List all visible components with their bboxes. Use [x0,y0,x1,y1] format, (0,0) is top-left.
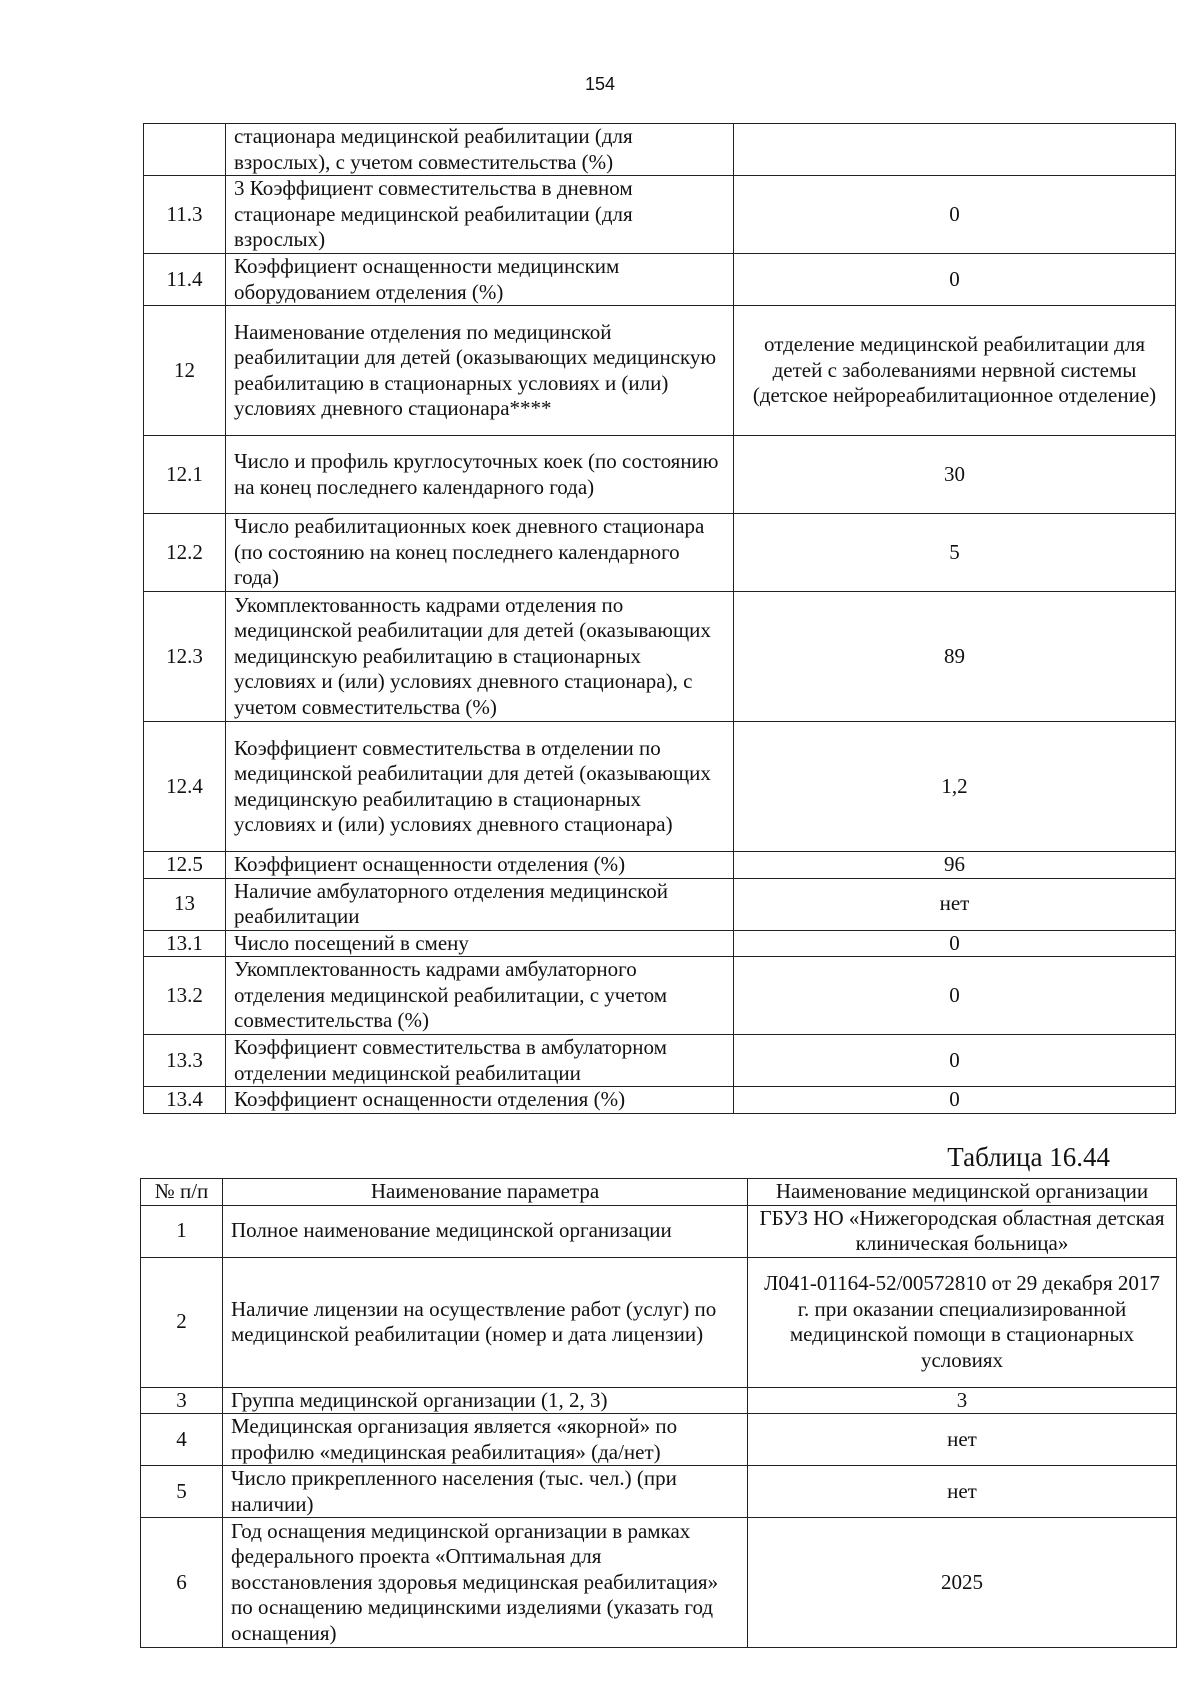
table-row [144,878,1176,930]
parameter-name: Коэффициент совместительства в амбулаторном отделении медицинской реабилитации [226,1035,734,1087]
row-number: 12.2 [144,514,226,592]
row-number: 12.1 [144,436,226,514]
parameter-name: Укомплектованность кадрами амбулаторного отделения медицинской реабилитации, с учетом совместительства (%) [226,957,734,1035]
parameter-value: 30 [734,436,1176,514]
parameter-name: Коэффициент оснащенности отделения (%) [226,852,734,879]
row-number: 11.4 [144,254,226,306]
parameter-name: Число и профиль круглосуточных коек (по состоянию на конец последнего календарного года) [226,436,734,514]
parameter-value: 0 [734,176,1176,254]
table-row [141,1466,1177,1518]
parameter-name: 3 Коэффициент совместительства в дневном стационаре медицинской реабилитации (для взрослых) [226,176,734,254]
table-row [144,306,1176,436]
parameter-name: Коэффициент оснащенности отделения (%) [226,1087,734,1114]
parameter-name: Наличие лицензии на осуществление работ (услуг) по медицинской реабилитации (номер и дата лицензии) [223,1257,748,1387]
table-row [141,1518,1177,1648]
parameter-name: Год оснащения медицинской организации в рамках федерального проекта «Оптимальная для восстановления здоровья медицинская реабилитация» по оснащению медицинскими изделиями (указать год оснащения) [223,1518,748,1648]
parameter-name: стационара медицинской реабилитации (для взрослых), с учетом совместительства (%) [226,124,734,176]
row-number: 12.5 [144,852,226,879]
table-row [144,1087,1176,1114]
row-number: 13 [144,878,226,930]
parameter-name: Число прикрепленного населения (тыс. чел.) (при наличии) [223,1466,748,1518]
parameter-value: 1,2 [734,722,1176,852]
table-row [144,176,1176,254]
parameter-name: Наличие амбулаторного отделения медицинской реабилитации [226,878,734,930]
row-number [144,124,226,176]
parameter-name: Группа медицинской организации (1, 2, 3) [223,1387,748,1414]
parameter-value: нет [734,878,1176,930]
row-number: 3 [141,1387,223,1414]
parameter-value: 0 [734,1035,1176,1087]
table-row [144,436,1176,514]
parameter-value: 5 [734,514,1176,592]
parameter-value: нет [748,1466,1177,1518]
parameter-name: Медицинская организация является «якорной» по профилю «медицинская реабилитация» (да/нет) [223,1414,748,1466]
parameter-name: Число посещений в смену [226,930,734,957]
parameter-value: Л041-01164-52/00572810 от 29 декабря 2017 г. при оказании специализированной медицинской помощи в стационарных условиях [748,1257,1177,1387]
row-number: 13.2 [144,957,226,1035]
table-row [144,254,1176,306]
column-header-parameter: Наименование параметра [223,1179,748,1206]
parameter-value: отделение медицинской реабилитации для детей с заболеваниями нервной системы (детское нейрореабилитационное отделение) [734,306,1176,436]
parameter-value: 3 [748,1387,1177,1414]
parameter-value: 0 [734,254,1176,306]
row-number: 11.3 [144,176,226,254]
row-number: 13.4 [144,1087,226,1114]
header-row [141,1179,1177,1206]
table-row [141,1205,1177,1257]
row-number: 13.3 [144,1035,226,1087]
row-number: 12.3 [144,592,226,722]
row-number: 6 [141,1518,223,1648]
table-row [141,1414,1177,1466]
row-number: 5 [141,1466,223,1518]
table-row [144,957,1176,1035]
parameter-name: Полное наименование медицинской организации [223,1205,748,1257]
organization-table [140,1178,1177,1648]
rehab-parameters-table-continued [143,123,1176,1114]
parameter-name: Число реабилитационных коек дневного стационара (по состоянию на конец последнего календарного года) [226,514,734,592]
row-number: 2 [141,1257,223,1387]
row-number: 1 [141,1205,223,1257]
parameter-value: ГБУЗ НО «Нижегородская областная детская клиническая больница» [748,1205,1177,1257]
column-header-number: № п/п [141,1179,223,1206]
table-row [141,1387,1177,1414]
table-row [144,722,1176,852]
parameter-name: Коэффициент оснащенности медицинским оборудованием отделения (%) [226,254,734,306]
parameter-name: Укомплектованность кадрами отделения по медицинской реабилитации для детей (оказывающих медицинскую реабилитацию в стационарных условиях и (или) условиях дневного стационара), с учетом совместительства (%) [226,592,734,722]
column-header-organization: Наименование медицинской организации [748,1179,1177,1206]
row-number: 13.1 [144,930,226,957]
table-row [144,930,1176,957]
parameter-name: Наименование отделения по медицинской реабилитации для детей (оказывающих медицинскую реабилитацию в стационарных условиях и (или) условиях дневного стационара**** [226,306,734,436]
table-row [144,514,1176,592]
parameter-value: 0 [734,1087,1176,1114]
parameter-value: 0 [734,930,1176,957]
parameter-value: 0 [734,957,1176,1035]
page-number: 154 [584,74,616,94]
row-number: 12 [144,306,226,436]
parameter-value: 2025 [748,1518,1177,1648]
table-caption: Таблица 16.44 [947,1142,1110,1172]
table-row [144,124,1176,176]
row-number: 4 [141,1414,223,1466]
parameter-value: 89 [734,592,1176,722]
row-number: 12.4 [144,722,226,852]
table-row [144,1035,1176,1087]
table-row [141,1257,1177,1387]
parameter-name: Коэффициент совместительства в отделении по медицинской реабилитации для детей (оказывающих медицинскую реабилитацию в стационарных условиях и (или) условиях дневного стационара) [226,722,734,852]
parameter-value: 96 [734,852,1176,879]
parameter-value: нет [748,1414,1177,1466]
table-row [144,852,1176,879]
table-row [144,592,1176,722]
parameter-value [734,124,1176,176]
